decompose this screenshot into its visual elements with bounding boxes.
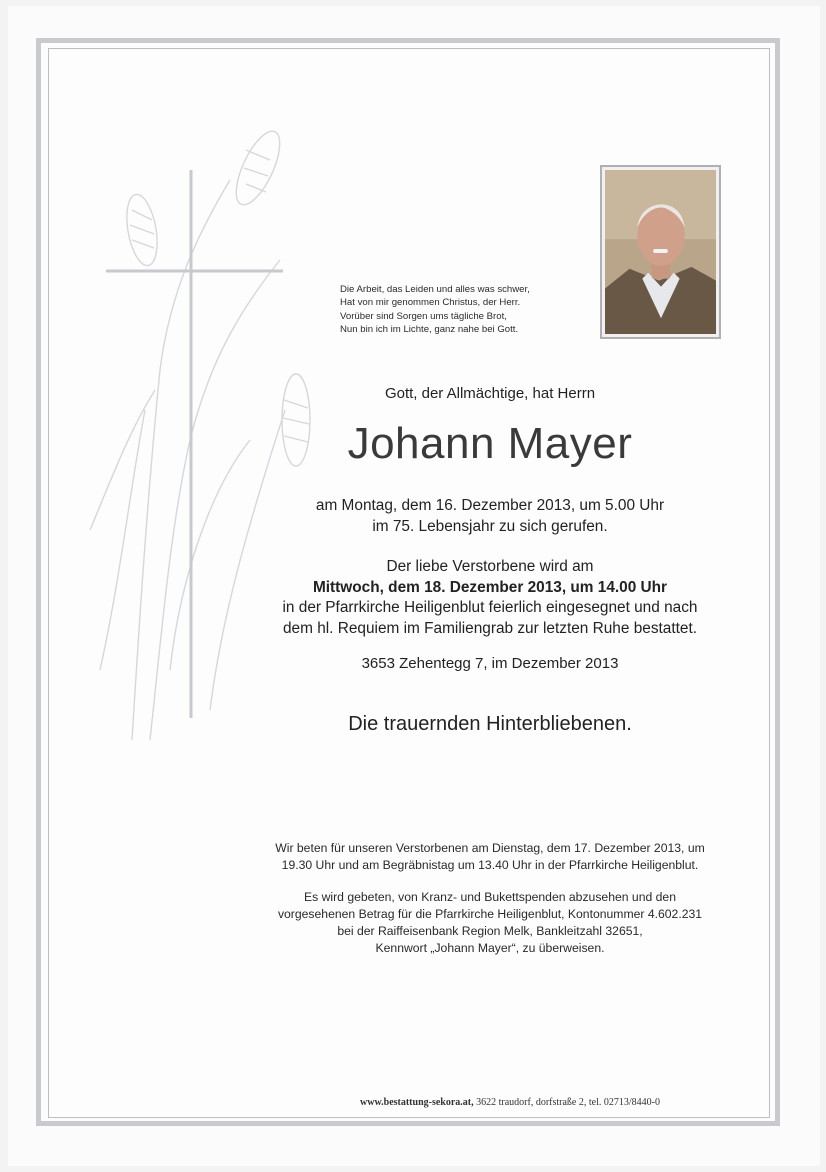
footer-website: www.bestattung-sekora.at, [360,1097,474,1108]
intro-text: Gott, der Allmächtige, hat Herrn [384,385,596,402]
funeral-intro-line: Der liebe Verstorbene wird am [386,558,594,575]
poem-line: Nun bin ich im Lichte, ganz nahe bei Gott. [340,324,519,336]
death-date-line: am Montag, dem 16. Dezember 2013, um 5.00 Uhr [315,497,665,514]
mourners-signature: Die trauernden Hinterbliebenen. [348,713,632,735]
donation-notice [190,889,790,957]
portrait-photo [600,165,721,339]
poem-line: Die Arbeit, das Leiden und alles was schwer, [340,284,530,295]
funeral-date-line: Mittwoch, dem 18. Dezember 2013, um 14.00 Uhr [312,578,668,596]
place-and-date: 3653 Zehentegg 7, im Dezember 2013 [361,655,619,672]
age-line: im 75. Lebensjahr zu sich gerufen. [372,517,608,535]
prayer-notice [190,840,790,874]
prayer-line: 19.30 Uhr und am Begräbnistag um 13.40 Uhr in der Pfarrkirche Heiligenblut. [281,858,699,872]
donation-line: Kennwort „Johann Mayer“, zu überweisen. [375,941,605,955]
footer-funeral-home [190,1097,826,1108]
donation-line: vorgesehenen Betrag für die Pfarrkirche Heiligenblut, Kontonummer 4.602.231 [277,907,703,921]
donation-line: bei der Raiffeisenbank Region Melk, Bankleitzahl 32651, [337,924,643,938]
donation-line: Es wird gebeten, von Kranz- und Bukettspenden abzusehen und den [304,890,676,904]
poem-line: Vorüber sind Sorgen ums tägliche Brot, [340,310,507,322]
footer-address: 3622 traudorf, dorfstraße 2, tel. 02713/8440-0 [473,1097,660,1108]
portrait-illustration [605,170,716,334]
deceased-name: Johann Mayer [347,419,633,468]
poem-line: Hat von mir genommen Christus, der Herr. [340,297,521,309]
poem [340,283,590,337]
funeral-details [190,557,790,639]
prayer-line: Wir beten für unseren Verstorbenen am Dienstag, dem 17. Dezember 2013, um [275,841,705,855]
funeral-church-line: in der Pfarrkirche Heiligenblut feierlich eingesegnet und nach [282,599,698,616]
death-announcement [190,496,790,537]
funeral-burial-line: dem hl. Requiem im Familiengrab zur letzten Ruhe bestattet. [282,619,698,637]
